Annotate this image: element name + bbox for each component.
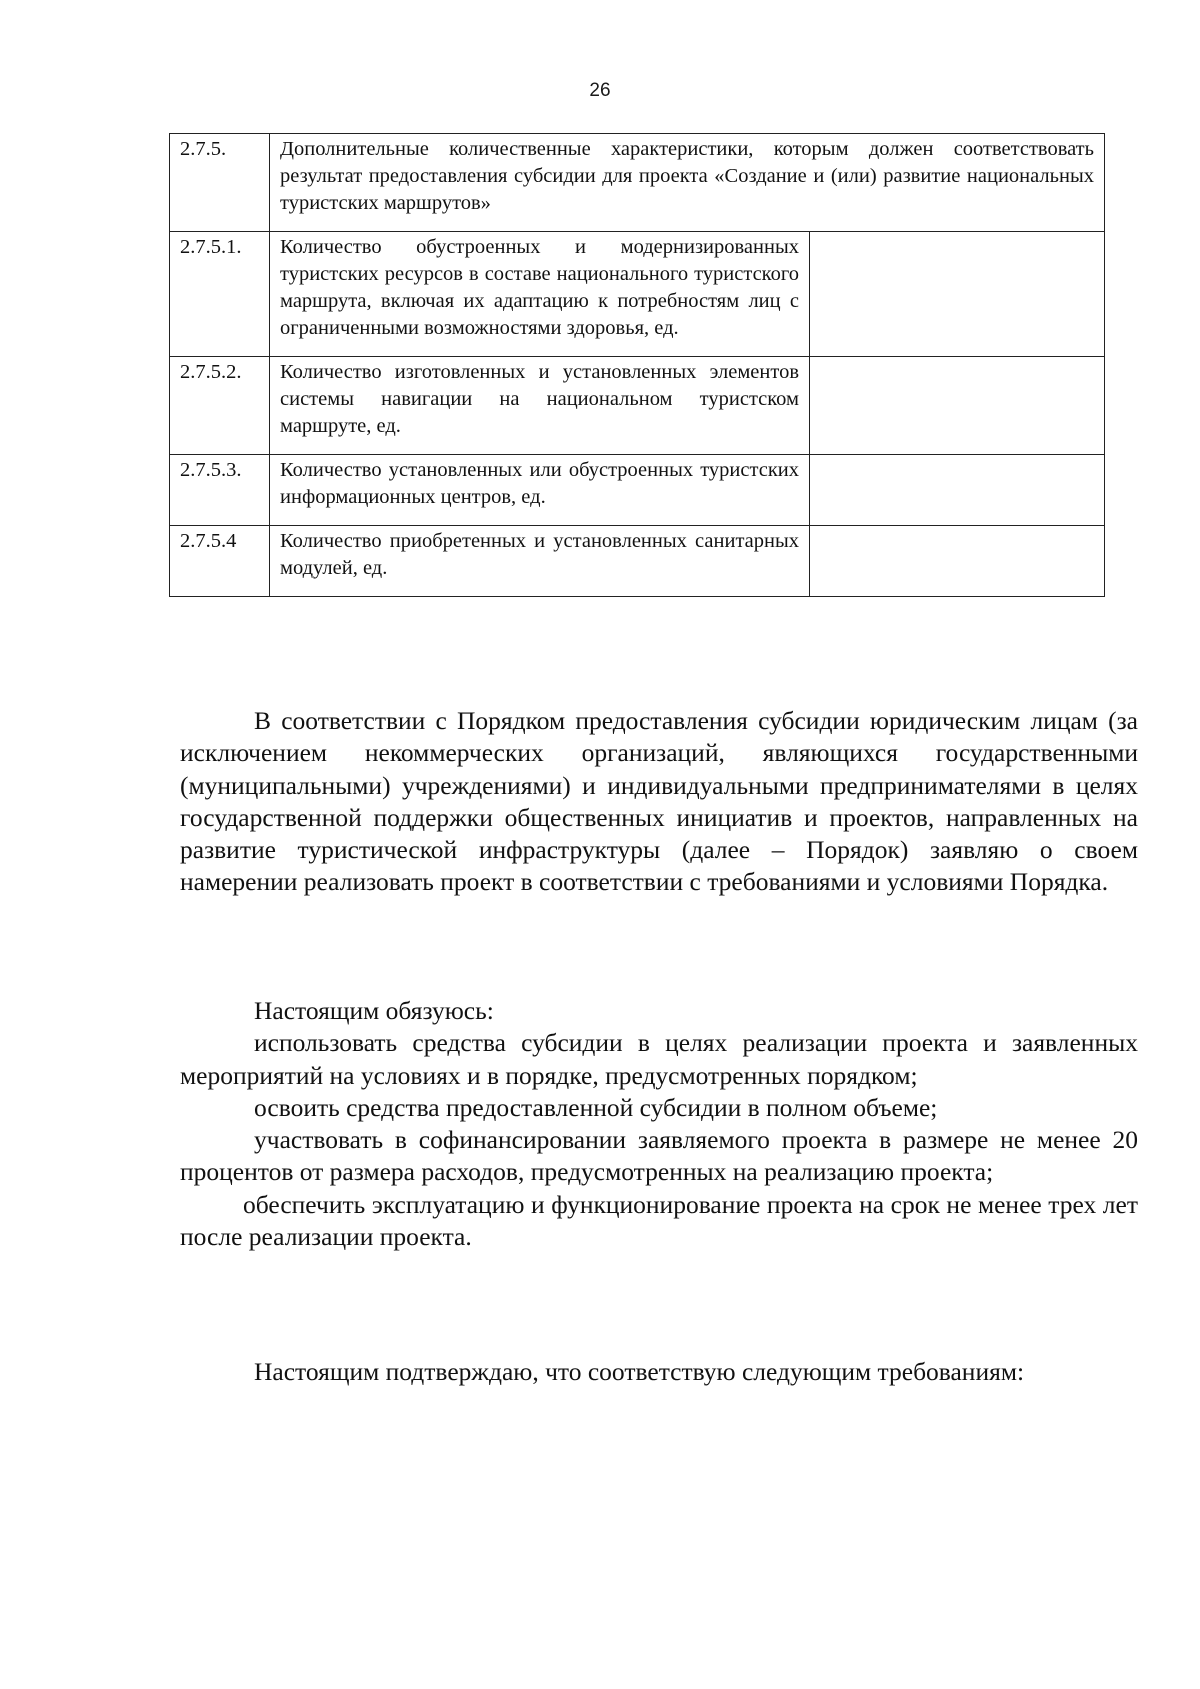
row-description: Количество обустроенных и модернизированных туристских ресурсов в составе национального туристского маршрута, включая их адаптацию к потребностям лиц с ограниченными возможностями здоровья, ед. (270, 232, 810, 357)
row-code: 2.7.5. (170, 134, 270, 232)
obligation-item: освоить средства предоставленной субсидии в полном объеме; (254, 1092, 938, 1122)
obligation-item: участвовать в софинансировании заявляемого проекта в размере не менее 20 процентов от размера расходов, предусмотренных на реализацию проекта; (180, 1125, 1138, 1187)
row-description: Дополнительные количественные характеристики, которым должен соответствовать результат предоставления субсидии для проекта «Создание и (или) развитие национальных туристских маршрутов» (270, 134, 1105, 232)
row-code: 2.7.5.1. (170, 232, 270, 357)
obligations-heading: Настоящим обязуюсь: (254, 996, 494, 1025)
statement-paragraph: В соответствии с Порядком предоставления субсидии юридическим лицам (за исключением некоммерческих организаций, являющихся государственными (муниципальными) учреждениями) и индивидуальными предпринимателями в целях государственной поддержки общественных инициатив и проектов, направленных на развитие туристической инфраструктуры (далее – Порядок) заявляю о своем намерении реализовать проект в соответствии с требованиями и условиями Порядка. (180, 706, 1138, 897)
row-value-cell (810, 232, 1105, 357)
obligation-item: использовать средства субсидии в целях реализации проекта и заявленных мероприятий на условиях и в порядке, предусмотренных порядком; (180, 1028, 1138, 1090)
confirmation-section (180, 1356, 1138, 1388)
row-description: Количество изготовленных и установленных элементов системы навигации на национальном туристском маршруте, ед. (270, 357, 810, 455)
table-row (170, 526, 1105, 597)
row-description: Количество приобретенных и установленных санитарных модулей, ед. (270, 526, 810, 597)
row-value-cell (810, 526, 1105, 597)
row-code: 2.7.5.4 (170, 526, 270, 597)
obligations-section (180, 995, 1138, 1253)
obligation-item: обеспечить эксплуатацию и функционирование проекта на срок не менее трех лет после реализации проекта. (180, 1189, 1138, 1252)
row-code: 2.7.5.3. (170, 455, 270, 526)
row-code: 2.7.5.2. (170, 357, 270, 455)
page-number: 26 (589, 80, 611, 101)
statement-section (180, 705, 1138, 899)
parameters-table (169, 133, 1105, 597)
table-row (170, 134, 1105, 232)
table-row (170, 357, 1105, 455)
row-description: Количество установленных или обустроенных туристских информационных центров, ед. (270, 455, 810, 526)
row-value-cell (810, 455, 1105, 526)
row-value-cell (810, 357, 1105, 455)
table-row (170, 232, 1105, 357)
confirmation-text: Настоящим подтверждаю, что соответствую следующим требованиям: (254, 1357, 1025, 1386)
table-row (170, 455, 1105, 526)
